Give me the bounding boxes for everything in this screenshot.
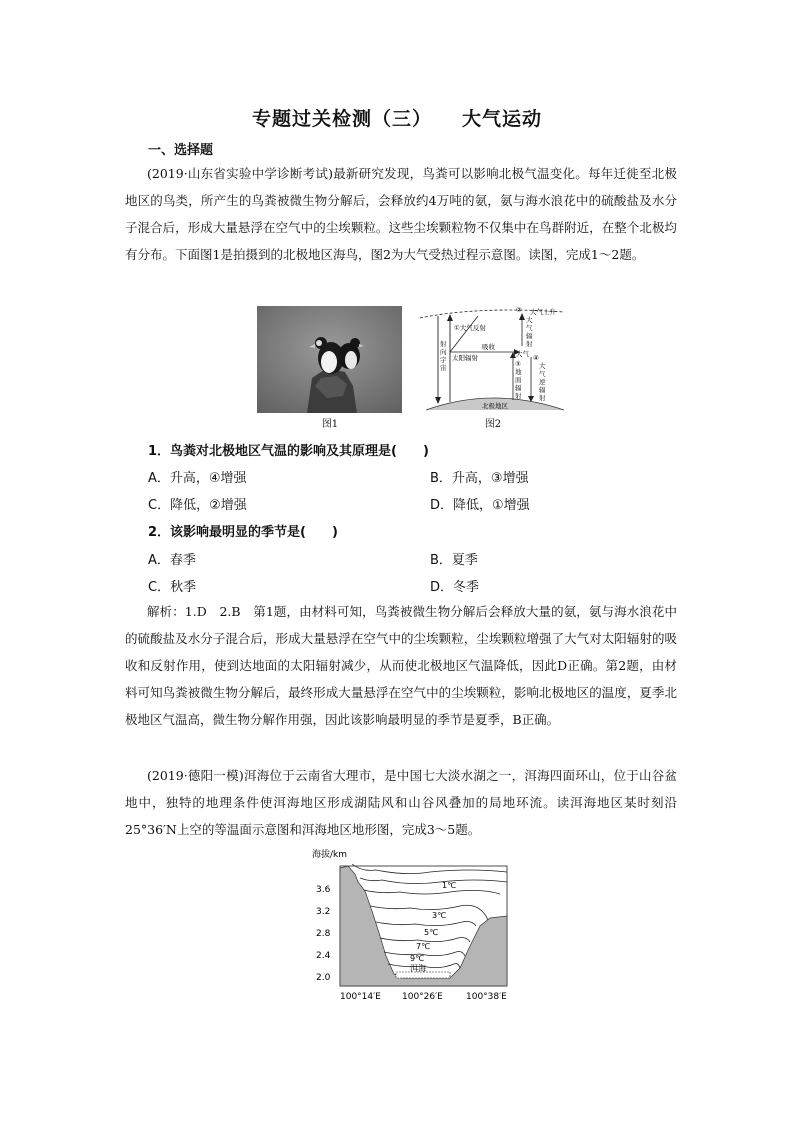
isotherm-label-1: 1℃ [442, 881, 457, 890]
q2-option-d: D．冬季 [430, 580, 480, 595]
question-2-stem: 2．该影响最明显的季节是( ) [148, 525, 338, 540]
q1-option-b: B．升高，③增强 [430, 471, 529, 486]
label-arctic: 北极地区 [482, 402, 508, 410]
q2-option-c: C．秋季 [148, 580, 197, 595]
label-4: ④ [533, 354, 539, 362]
isotherm-label-7: 7℃ [416, 942, 431, 951]
y-tick-2-8: 2.8 [316, 929, 331, 939]
q1-option-a: A．升高，④增强 [148, 471, 247, 486]
q1-option-d: D．降低，①增强 [430, 498, 530, 513]
label-atm-rise: 大气上升 [530, 308, 556, 316]
y-tick-3-2: 3.2 [316, 907, 331, 917]
y-tick-2-4: 2.4 [316, 951, 331, 961]
page-title: 专题过关检测（三） 大气运动 [251, 108, 543, 130]
label-absorb: 吸收 [482, 343, 495, 351]
q1-option-c: C．降低，②增强 [148, 498, 247, 513]
seabird-photo-icon [257, 306, 402, 413]
section-label: 一、选择题 [148, 143, 214, 158]
label-ground-radiation-vertical: ③地面辐射 [515, 360, 522, 400]
y-tick-3-6: 3.6 [316, 885, 331, 895]
figure-1-photo [257, 306, 402, 413]
isotherm-label-3: 3℃ [432, 911, 447, 920]
x-tick-100-14: 100°14′E [340, 992, 381, 1002]
isotherm-label-5: 5℃ [424, 928, 439, 937]
passage-2: (2019·德阳一模)洱海位于云南省大理市，是中国七大淡水湖之一，洱海四面环山，位于山谷盆地中，独特的地理条件使洱海地区形成湖陆风和山谷风叠加的局地环流。读洱海地区某时刻沿25°36′N上空的等温面示意图和洱海地区地形图，完成3～5题。 [125, 768, 677, 837]
passage-1: (2019·山东省实验中学诊断考试)最新研究发现，鸟粪可以影响北极气温变化。每年迁徙至北极地区的鸟类，所产生的鸟粪被微生物分解后，会释放约4万吨的氨，氨与海水浪花中的硫酸盐及水分子混合后，形成大量悬浮在空气中的尘埃颗粒。这些尘埃颗粒物不仅集中在鸟群附近，在整个北极均有分布。下面图1是拍摄到的北极地区海鸟，图2为大气受热过程示意图。读图，完成1～2题。 [125, 166, 677, 262]
y-tick-2-0: 2.0 [316, 973, 331, 983]
isotherm-label-9: 9℃ [410, 954, 425, 963]
label-solar: 太阳辐射 [452, 354, 478, 362]
label-space-vertical: 射向宇宙 [440, 340, 447, 372]
label-2: ② [516, 306, 522, 314]
x-tick-100-38: 100°38′E [466, 992, 507, 1002]
figure-3-isotherm-chart [310, 846, 520, 1006]
label-atmo: 大气 [516, 350, 529, 358]
analysis-text: 解析：1.D 2.B 第1题，由材料可知，鸟粪被微生物分解后会释放大量的氨，氨与海水浪花中的硫酸盐及水分子混合后，形成大量悬浮在空气中的尘埃颗粒，尘埃颗粒增强了大气对太阳辐射的吸收和反射作用，使到达地面的太阳辐射减少，从而使北极地区气温降低，因此D正确。第2题，由材料可知鸟粪被微生物分解后，最终形成大量悬浮在空气中的尘埃颗粒，影响北极地区的温度，夏季北极地区气温高，微生物分解作用强，因此该影响最明显的季节是夏季，B正确。 [125, 604, 677, 727]
label-1: ①大气反射 [454, 324, 486, 332]
q2-option-a: A．春季 [148, 553, 196, 568]
y-axis-label: 海拔/km [312, 850, 348, 860]
figure-2-diagram [418, 302, 568, 414]
figure-2-caption: 图2 [484, 419, 502, 430]
label-atm-radiation-vertical: 大气辐射 [526, 316, 533, 348]
figure-1-caption: 图1 [321, 419, 339, 430]
lake-label: 洱海 [410, 964, 426, 973]
question-1-stem: 1．鸟粪对北极地区气温的影响及其原理是( ) [148, 444, 429, 459]
label-counter-radiation-vertical: 大气逆辐射 [539, 362, 546, 402]
q2-option-b: B．夏季 [430, 553, 478, 568]
x-tick-100-26: 100°26′E [402, 992, 443, 1002]
